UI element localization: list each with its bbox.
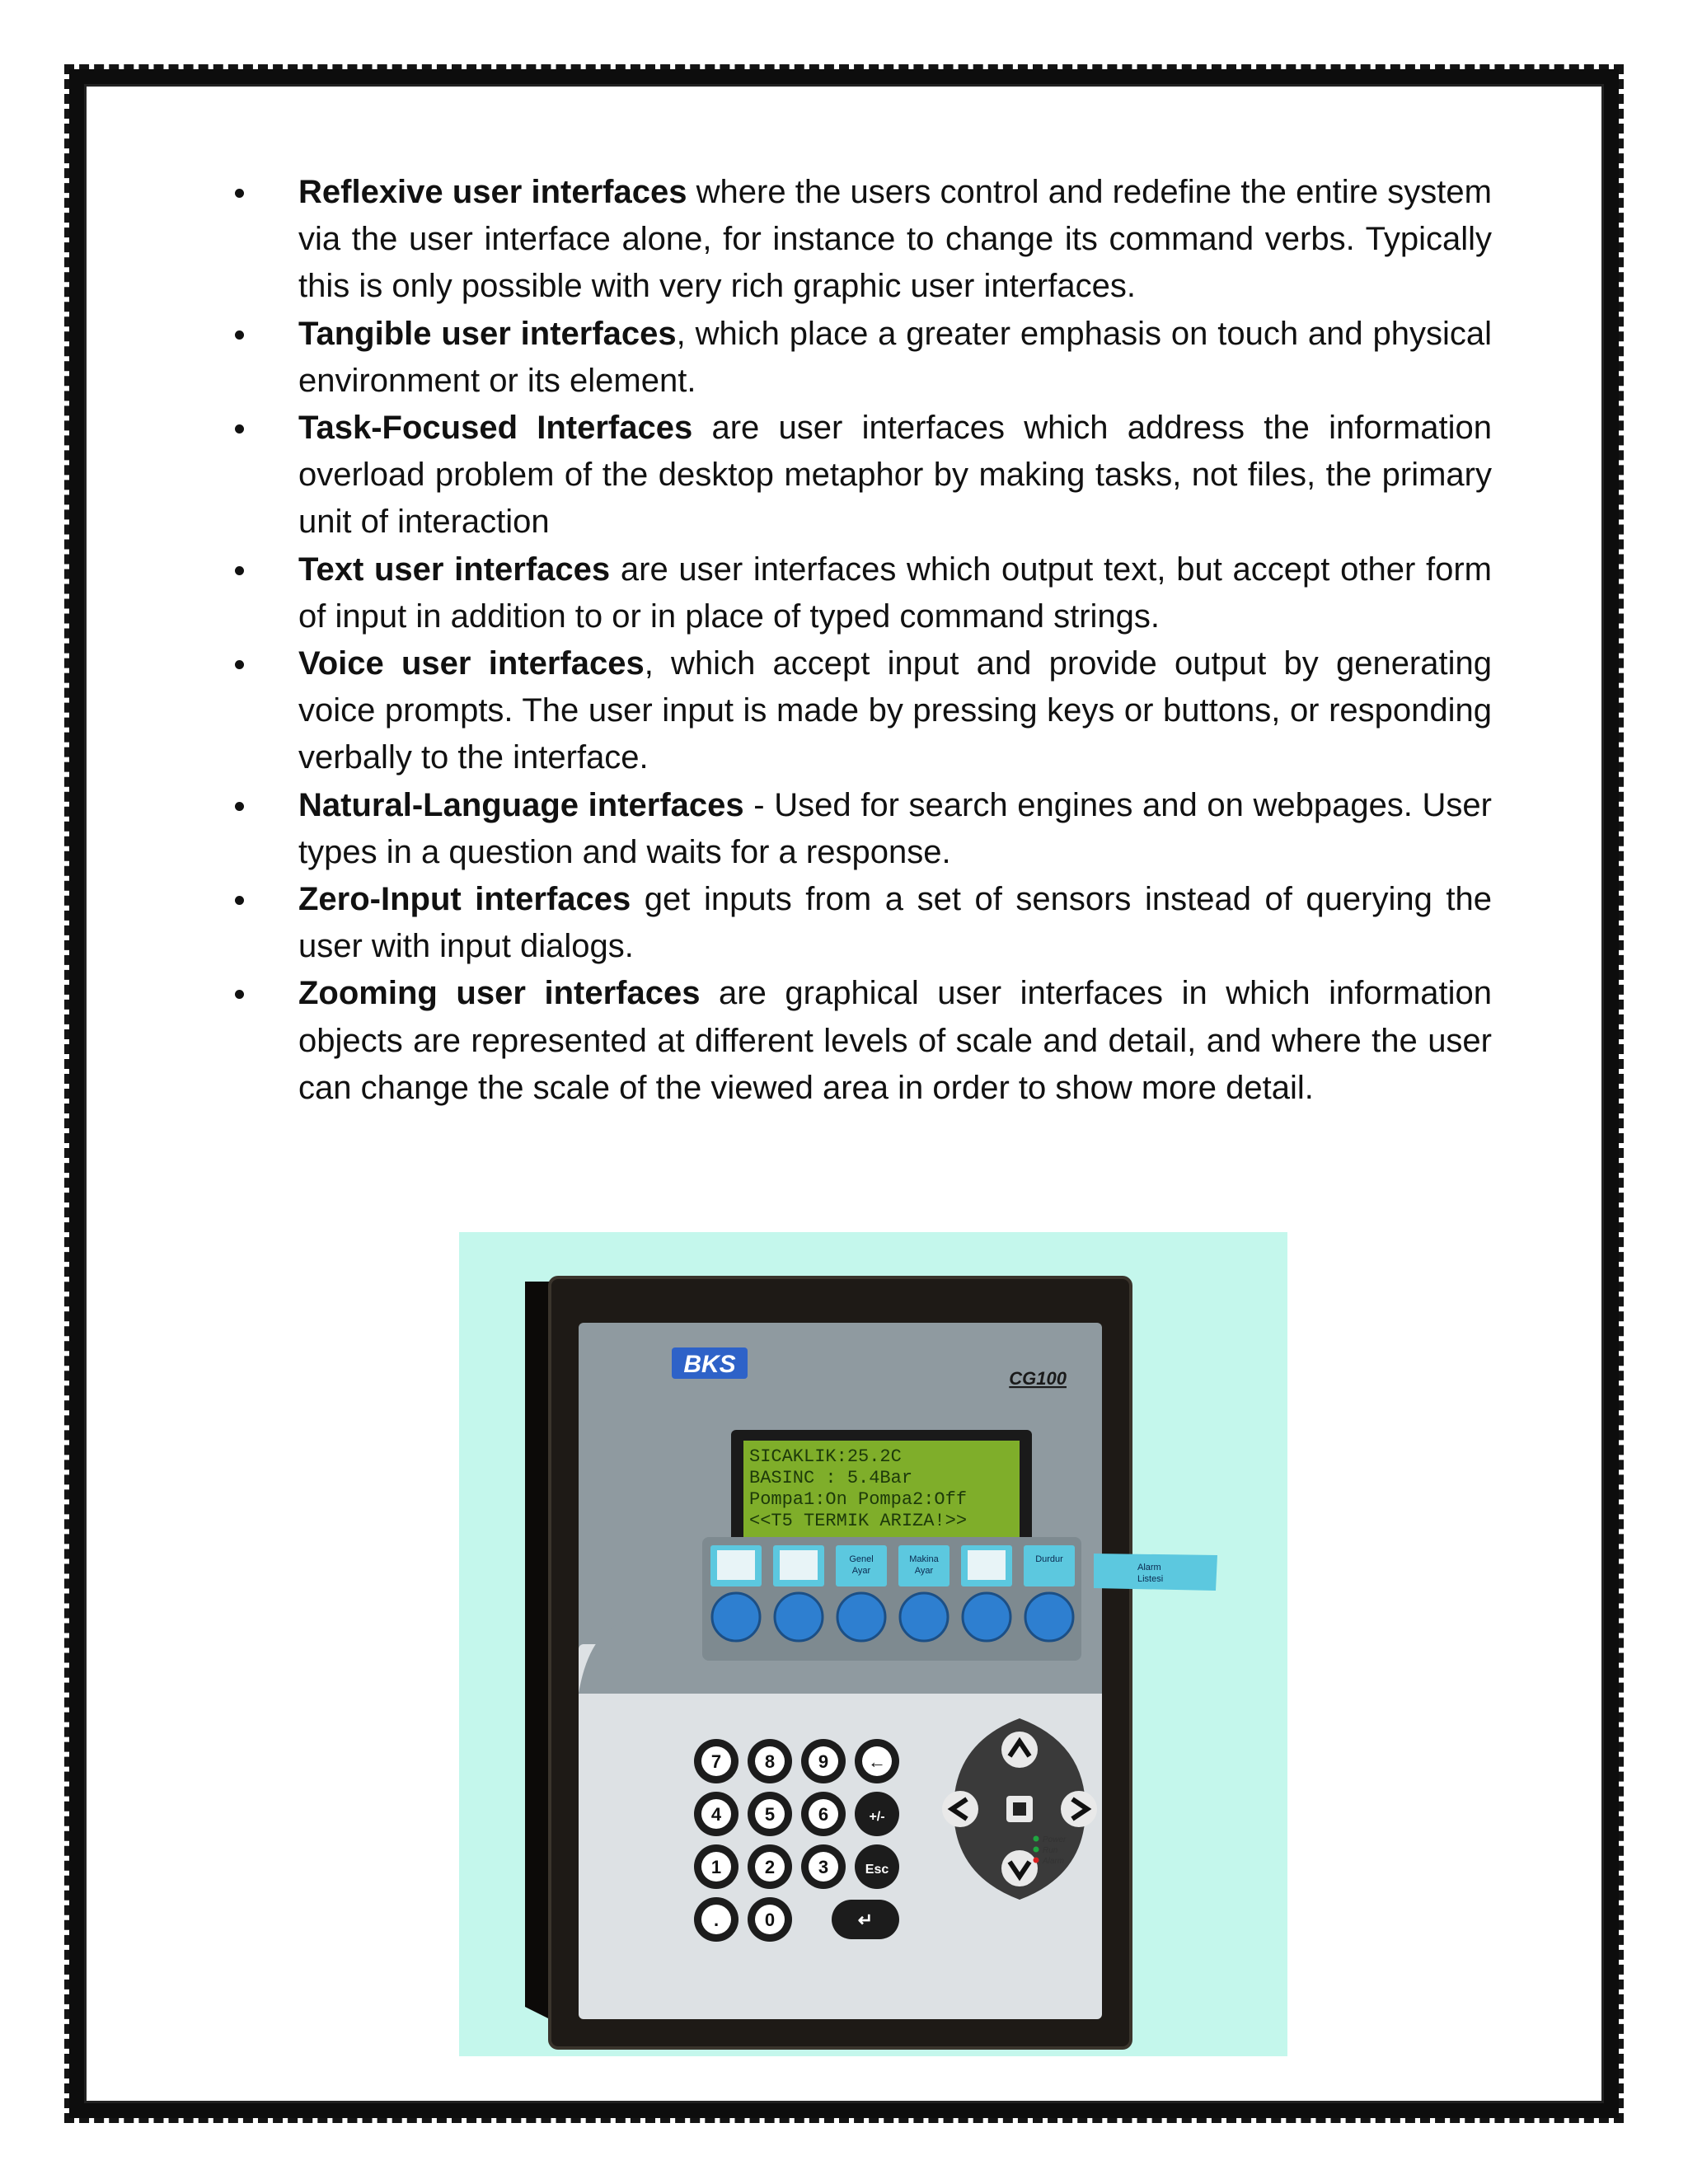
softkey-button[interactable] [1025, 1593, 1073, 1641]
direction-pad [929, 1718, 1110, 1900]
softkey-label-line-2: Ayar [851, 1566, 871, 1576]
status-led-label: Alarm [1043, 1857, 1065, 1866]
bullet-term: Zooming user interfaces [298, 975, 701, 1012]
status-led-icon [1034, 1836, 1039, 1842]
bullet-item [235, 311, 1492, 405]
softkey-label-line-1: Genel [849, 1554, 874, 1564]
lcd-line-2: BASINC : 5.4Bar [749, 1468, 913, 1488]
bullet-dot-icon [235, 566, 244, 575]
softkey-label-line-1: Durdur [1035, 1554, 1063, 1564]
center-square-icon [1013, 1802, 1026, 1816]
bullet-text: , which place a greater emphasis on touch and physical environment or its element. [298, 315, 1493, 399]
bullet-dot-icon [235, 189, 244, 198]
keypad-key-label: ↵ [857, 1910, 874, 1930]
softkey-label-window [1024, 1545, 1075, 1586]
keypad-key-label: 8 [764, 1751, 776, 1772]
bullet-term: Tangible user interfaces [298, 315, 677, 352]
bullet-term: Voice user interfaces [298, 645, 645, 682]
bullet-dot-icon [235, 802, 244, 811]
softkey-label-line-2: Ayar [914, 1566, 934, 1576]
bullet-item [235, 970, 1492, 1112]
bullet-text: where the users control and redefine the entire system via the user interface alone, for instance to change its command verbs. Typically this is only possible with very rich graphic user interfaces. [298, 174, 1492, 305]
lcd-line-1: SICAKLIK:25.2C [749, 1446, 902, 1467]
bullet-item [235, 169, 1492, 311]
hmi-controller-illustration [459, 1232, 1287, 2056]
lcd-line-4: <<T5 TERMIK ARIZA!>> [749, 1511, 968, 1531]
bullet-dot-icon [235, 660, 244, 669]
keypad-key-label: 9 [818, 1751, 829, 1772]
softkey-button[interactable] [837, 1593, 885, 1641]
bullet-text: are graphical user interfaces in which information objects are represented at different levels of scale and detail, and where the user can change the scale of the viewed area in order to show more detail. [298, 975, 1492, 1106]
softkey-label-line-1: Makina [909, 1554, 939, 1564]
model-text: CG100 [1009, 1368, 1067, 1389]
bullet-term: Task-Focused Interfaces [298, 410, 693, 447]
bullet-text: are user interfaces which address the information overload problem of the desktop metaphor by making tasks, not files, the primary unit of interaction [298, 410, 1493, 541]
bullet-item [235, 782, 1492, 876]
keypad-key-label: +/- [869, 1810, 885, 1824]
keypad-key-label: Esc [865, 1863, 889, 1877]
brand-text: BKS [683, 1351, 736, 1378]
bullet-dot-icon [235, 896, 244, 905]
status-led-label: Run [1043, 1846, 1058, 1855]
softkey-button[interactable] [712, 1593, 760, 1641]
bullet-dot-icon [235, 424, 244, 434]
alarm-tab-line-2: Listesi [1137, 1574, 1164, 1584]
status-led-icon [1034, 1847, 1039, 1853]
document-body [235, 169, 1492, 1112]
bullet-text: are user interfaces which output text, but accept other form of input in addition to or in place of typed command strings. [298, 551, 1492, 635]
bullet-term: Text user interfaces [298, 551, 611, 588]
bullet-term: Natural-Language interfaces [298, 786, 744, 823]
softkey-button[interactable] [963, 1593, 1010, 1641]
softkey-button[interactable] [775, 1593, 823, 1641]
bullet-item [235, 876, 1492, 970]
keypad-key-label: 3 [818, 1857, 829, 1877]
keypad-key-label: 1 [710, 1857, 722, 1877]
bullet-text: - Used for search engines and on webpages. User types in a question and waits for a response. [298, 786, 1493, 870]
bullet-dot-icon [235, 330, 244, 340]
bullet-item [235, 405, 1492, 546]
bullet-text: get inputs from a set of sensors instead of querying the user with input dialogs. [298, 881, 1492, 965]
bullet-term: Reflexive user interfaces [298, 174, 687, 210]
softkey-row [702, 1537, 1081, 1661]
softkey-button[interactable] [900, 1593, 948, 1641]
alarm-tab-line-1: Alarm [1137, 1563, 1161, 1572]
keypad-key-label: 7 [710, 1751, 722, 1772]
keypad-key-label: 6 [818, 1804, 829, 1825]
bullet-item [235, 546, 1492, 640]
bullet-dot-icon [235, 990, 244, 999]
status-led-icon [1034, 1858, 1039, 1863]
interface-types-list [235, 169, 1492, 1112]
keypad-key-label: . [713, 1910, 720, 1930]
keypad-key-label: 4 [710, 1804, 722, 1825]
keypad-key-label: 2 [764, 1857, 776, 1877]
status-led-label: Power [1043, 1835, 1067, 1844]
device-photo [459, 1232, 1287, 2056]
keypad-key-label: 0 [764, 1910, 776, 1930]
bullet-text: , which accept input and provide output by generating voice prompts. The user input is made by pressing keys or buttons, or responding verbally to the interface. [298, 645, 1492, 776]
lcd-line-3: Pompa1:On Pompa2:Off [749, 1489, 968, 1510]
keypad-key-label: ← [868, 1751, 886, 1772]
bullet-item [235, 640, 1492, 782]
bullet-term: Zero-Input interfaces [298, 881, 631, 918]
keypad-key-label: 5 [764, 1804, 776, 1825]
